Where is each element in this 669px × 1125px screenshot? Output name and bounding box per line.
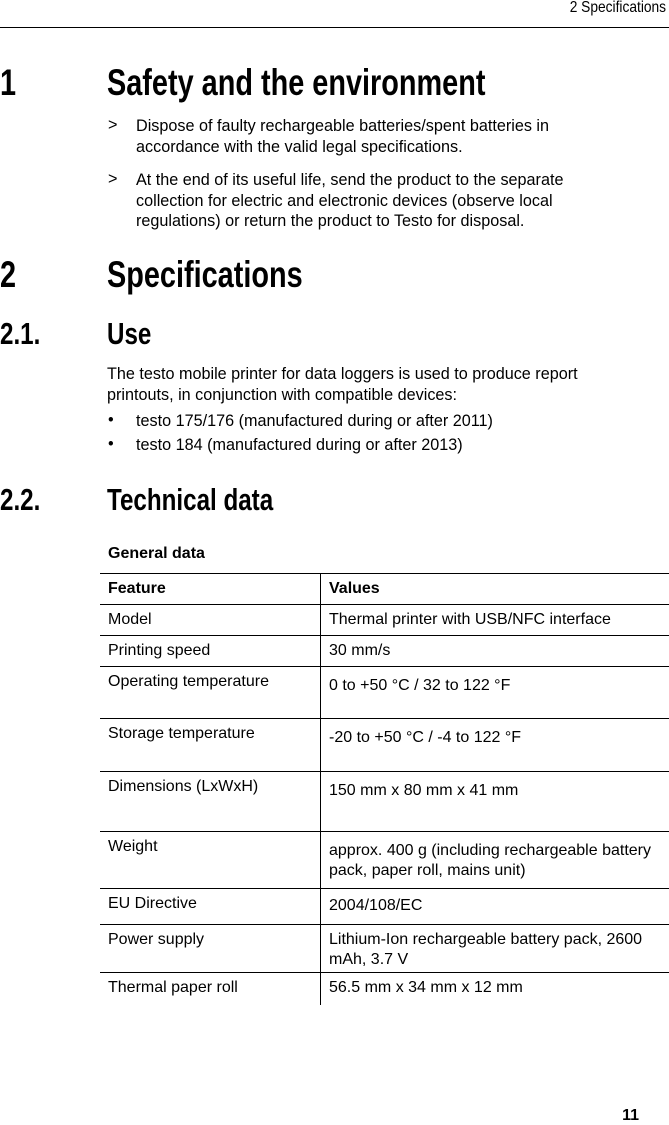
list-item-end-of-life (136, 170, 666, 232)
value-cell: approx. 400 g (including rechargeable battery pack, paper roll, mains unit) (321, 832, 669, 889)
feature-cell: Operating temperature (100, 667, 321, 719)
list-item-dispose (136, 116, 666, 157)
feature-cell: Weight (100, 832, 321, 889)
feature-cell: Storage temperature (100, 719, 321, 772)
value-cell: 56.5 mm x 34 mm x 12 mm (329, 979, 523, 996)
table-row (100, 605, 669, 636)
list-item-line: collection for electric and electronic devices (observe local (136, 191, 553, 210)
feature-cell: EU Directive (100, 889, 321, 925)
bullet-marker: • (108, 435, 114, 453)
intro-line: printouts, in conjunction with compatible devices: (107, 385, 458, 404)
table-header-row (100, 574, 669, 605)
section-2-1-title: Use (107, 316, 152, 351)
table-row (100, 889, 669, 925)
page-number: 11 (622, 1107, 639, 1124)
list-marker: > (108, 116, 118, 134)
table-row (100, 719, 669, 772)
header-rule (0, 27, 669, 28)
table-row (100, 636, 669, 667)
value-cell: Thermal printer with USB/NFC interface (321, 605, 669, 636)
section-2-1-number: 2.1. (0, 316, 41, 351)
table-row (100, 772, 669, 832)
feature-cell: Model (100, 605, 321, 636)
bullet-item: testo 184 (manufactured during or after 2013) (136, 436, 463, 454)
feature-cell: Power supply (100, 925, 321, 973)
list-item-line: regulations) or return the product to Testo for disposal. (136, 212, 525, 230)
table-row (100, 667, 669, 719)
use-intro (107, 364, 667, 405)
list-item-line: Dispose of faulty rechargeable batteries/spent batteries in (136, 117, 550, 135)
bullet-marker: • (108, 411, 114, 429)
value-cell: Lithium-Ion rechargeable battery pack, 2600 mAh, 3.7 V (321, 925, 669, 973)
intro-line: The testo mobile printer for data loggers is used to produce report (107, 365, 578, 383)
column-header: Values (321, 574, 669, 605)
value-cell: 2004/108/EC (321, 889, 669, 925)
table-row (100, 832, 669, 889)
feature-cell: Dimensions (LxWxH) (100, 772, 321, 832)
value-cell: 30 mm/s (321, 636, 669, 667)
section-2-title: Specifications (107, 254, 303, 295)
section-2-number: 2 (0, 254, 17, 295)
section-1-title: Safety and the environment (107, 62, 486, 103)
value-cell: 150 mm x 80 mm x 41 mm (321, 772, 669, 832)
table-row (100, 925, 669, 973)
table-title: General data (108, 545, 205, 562)
table-row (100, 973, 669, 1005)
running-header: 2 Specifications (569, 0, 666, 16)
general-data-table (100, 573, 669, 1005)
feature-cell: Printing speed (100, 636, 321, 667)
value-cell: -20 to +50 °C / -4 to 122 °F (321, 719, 669, 772)
list-item-line: accordance with the valid legal specifications. (136, 137, 463, 156)
section-2-2-title: Technical data (107, 482, 274, 517)
section-1-number: 1 (0, 62, 17, 103)
list-item-line: At the end of its useful life, send the product to the separate (136, 171, 564, 189)
value-cell: 0 to +50 °C / 32 to 122 °F (321, 667, 669, 719)
list-marker: > (108, 170, 118, 188)
bullet-item: testo 175/176 (manufactured during or after 2011) (136, 412, 493, 430)
column-header: Feature (100, 574, 321, 605)
feature-cell: Thermal paper roll (100, 973, 321, 1005)
section-2-2-number: 2.2. (0, 482, 41, 517)
